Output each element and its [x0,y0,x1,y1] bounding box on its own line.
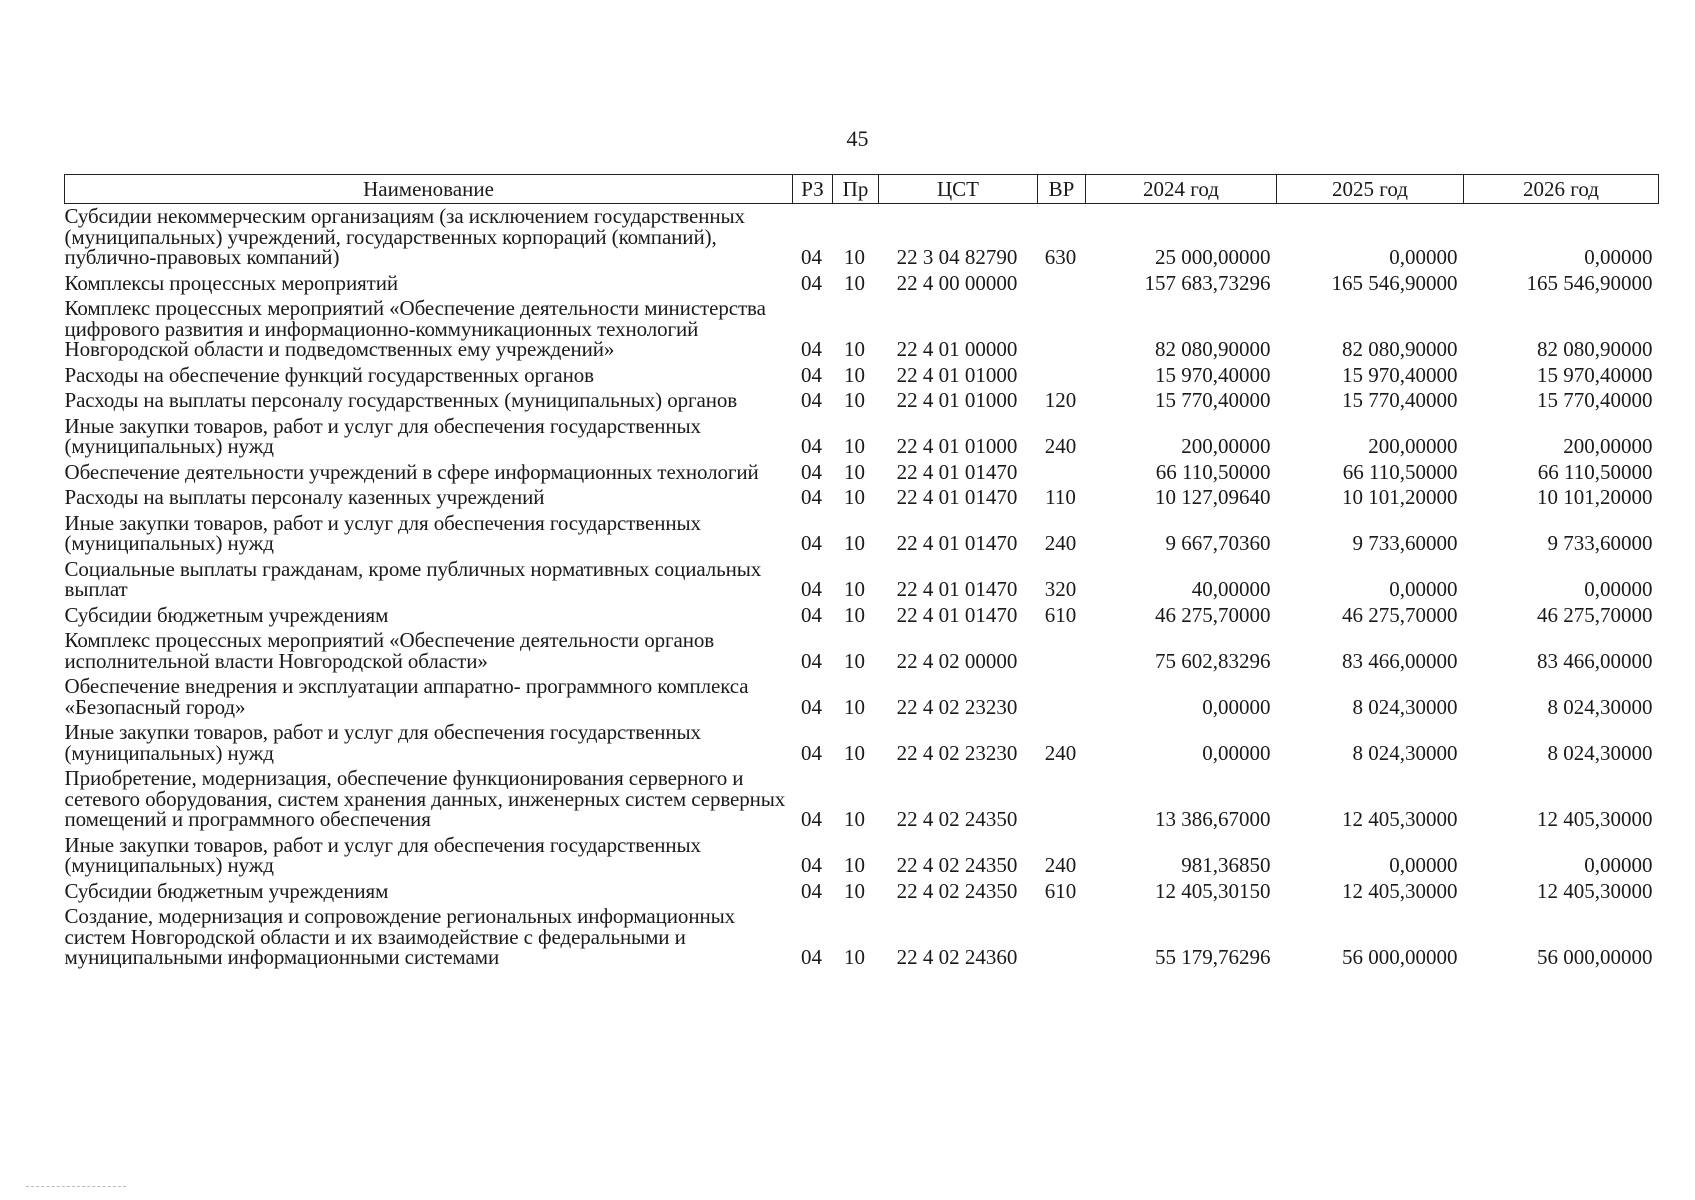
row-name: Расходы на обеспечение функций государственных органов [64,362,594,387]
row-vr: 110 [1045,485,1076,509]
row-2024: 10 127,09640 [1155,485,1271,509]
table-row [65,363,1659,389]
row-2025: 200,00000 [1368,434,1458,458]
row-vr [1038,628,1086,674]
row-vr [1038,271,1086,297]
row-2025: 0,00000 [1389,853,1458,877]
row-2024: 157 683,73296 [1144,270,1271,295]
row-pr: 10 [844,531,865,555]
row-2026: 10 101,20000 [1537,485,1653,509]
row-name: Субсидии бюджетным учреждениям [64,602,389,627]
row-pr: 10 [844,434,865,458]
row-cst: 22 4 02 24350 [896,807,1018,831]
row-name: Приобретение, модернизация, обеспечение функционирования серверного и сетевого оборудования, систем хранения данных, инженерных систем серверных помещений и программного обеспечения [64,766,786,831]
row-2024: 9 667,70360 [1165,531,1271,555]
row-2024: 15 970,40000 [1155,362,1271,387]
row-rz: 04 [801,485,822,509]
table-row [65,296,1659,363]
table-row [65,628,1659,674]
row-vr: 630 [1044,245,1077,269]
scan-edge-mark [26,1186,126,1188]
row-2025: 12 405,30000 [1342,878,1458,903]
row-rz: 04 [801,807,822,831]
row-rz: 04 [801,740,822,765]
table-row [65,271,1659,297]
row-vr [1038,460,1086,486]
row-2025: 12 405,30000 [1342,807,1458,831]
table-row [65,557,1659,603]
row-cst: 22 4 02 24350 [896,853,1018,877]
column-header-2026: 2026 год [1464,175,1659,204]
row-cst: 22 3 04 82790 [896,245,1018,269]
row-2026: 0,00000 [1584,853,1653,877]
column-header-2024: 2024 год [1086,175,1277,204]
table-row [65,414,1659,460]
page-number: 45 [846,126,869,151]
table-row [65,879,1659,905]
row-pr: 10 [844,577,865,601]
row-2025: 0,00000 [1389,245,1458,269]
table-row [65,603,1659,629]
row-2024: 0,00000 [1202,740,1271,765]
row-rz: 04 [801,878,822,903]
row-cst: 22 4 00 00000 [896,270,1018,295]
row-rz: 04 [801,434,822,458]
row-2024: 200,00000 [1181,434,1271,458]
row-rz: 04 [801,853,822,877]
row-2025: 165 546,90000 [1331,270,1458,295]
column-header-vr: ВР [1038,175,1086,204]
row-pr: 10 [844,807,865,831]
row-name: Иные закупки товаров, работ и услуг для обеспечения государственных (муниципальных) нужд [64,510,701,555]
row-2024: 46 275,70000 [1155,602,1271,627]
row-pr: 10 [844,388,865,412]
row-rz: 04 [801,245,822,269]
row-vr [1038,904,1086,971]
row-vr: 610 [1044,602,1077,627]
row-2024: 15 770,40000 [1155,388,1271,412]
row-cst: 22 4 01 01000 [896,388,1018,412]
row-name: Субсидии некоммерческим организациям (за исключением государственных (муниципальных) учреждений, государственных корпораций (компаний), публично-правовых компаний) [64,204,745,269]
row-2026: 82 080,90000 [1537,337,1653,361]
row-name: Обеспечение внедрения и эксплуатации аппаратно- программного комплекса «Безопасный город» [64,674,749,719]
row-2025: 46 275,70000 [1342,602,1458,627]
row-pr: 10 [844,853,865,877]
row-cst: 22 4 01 00000 [896,337,1018,361]
row-vr [1038,296,1086,363]
row-rz: 04 [801,602,822,627]
table-row [65,511,1659,557]
column-header-rz: РЗ [793,175,833,204]
row-2026: 15 970,40000 [1537,362,1653,387]
row-pr: 10 [844,602,865,627]
row-name: Комплексы процессных мероприятий [64,270,399,295]
row-cst: 22 4 01 01000 [896,434,1018,458]
row-vr: 240 [1044,853,1077,877]
budget-table [64,174,1659,971]
row-rz: 04 [801,945,822,969]
row-2026: 8 024,30000 [1547,740,1653,765]
row-vr: 240 [1044,434,1077,458]
row-2026: 12 405,30000 [1537,807,1653,831]
row-pr: 10 [844,648,865,673]
row-cst: 22 4 02 00000 [896,648,1018,673]
row-rz: 04 [801,459,822,484]
row-name: Комплекс процессных мероприятий «Обеспечение деятельности министерства цифрового развития и информационно-коммуникационных технологий Новгородской области и подведомственных ему учреждений» [64,296,766,361]
row-name: Социальные выплаты гражданам, кроме публичных нормативных социальных выплат [64,556,762,601]
column-header-2025: 2025 год [1277,175,1464,204]
row-rz: 04 [801,694,822,719]
row-pr: 10 [844,694,865,719]
row-name: Иные закупки товаров, работ и услуг для обеспечения государственных (муниципальных) нужд [64,832,701,877]
row-rz: 04 [801,531,822,555]
row-name: Обеспечение деятельности учреждений в сфере информационных технологий [64,459,759,484]
row-2024: 981,36850 [1181,853,1271,877]
row-2025: 10 101,20000 [1342,485,1458,509]
row-name: Иные закупки товаров, работ и услуг для обеспечения государственных (муниципальных) нужд [64,720,701,765]
row-2026: 46 275,70000 [1537,602,1653,627]
table-row [65,720,1659,766]
row-cst: 22 4 01 01000 [896,362,1018,387]
row-2025: 0,00000 [1389,577,1458,601]
row-2025: 15 770,40000 [1342,388,1458,412]
row-rz: 04 [801,648,822,673]
row-2024: 40,00000 [1191,577,1271,601]
row-rz: 04 [801,362,822,387]
row-2025: 82 080,90000 [1342,337,1458,361]
row-2024: 13 386,67000 [1155,807,1271,831]
row-name: Комплекс процессных мероприятий «Обеспечение деятельности органов исполнительной власти Новгородской области» [64,628,715,673]
row-name: Иные закупки товаров, работ и услуг для обеспечения государственных (муниципальных) нужд [64,413,701,458]
row-2026: 0,00000 [1584,577,1653,601]
row-pr: 10 [844,878,865,903]
table-header-row [65,175,1659,204]
table-row [65,833,1659,879]
row-2025: 8 024,30000 [1352,694,1458,719]
row-cst: 22 4 01 01470 [896,531,1018,555]
row-2026: 12 405,30000 [1537,878,1653,903]
row-2026: 200,00000 [1563,434,1653,458]
row-vr: 320 [1044,577,1077,601]
row-vr: 610 [1044,878,1077,903]
table-row [65,388,1659,414]
row-vr [1038,674,1086,720]
row-pr: 10 [844,740,865,765]
row-2025: 8 024,30000 [1352,740,1458,765]
row-2025: 66 110,50000 [1342,459,1458,484]
row-rz: 04 [801,337,822,361]
row-2026: 83 466,00000 [1537,648,1653,673]
row-pr: 10 [844,337,865,361]
row-2024: 25 000,00000 [1155,245,1271,269]
row-cst: 22 4 02 23230 [896,694,1018,719]
row-cst: 22 4 01 01470 [896,485,1018,509]
table-row [65,460,1659,486]
row-rz: 04 [801,270,822,295]
table-row [65,485,1659,511]
row-2026: 9 733,60000 [1547,531,1653,555]
table-row [65,766,1659,833]
table-body [65,204,1659,971]
row-2025: 83 466,00000 [1342,648,1458,673]
row-pr: 10 [844,245,865,269]
table-row [65,204,1659,271]
row-2024: 55 179,76296 [1155,945,1271,969]
column-header-pr: Пр [833,175,879,204]
row-2025: 56 000,00000 [1342,945,1458,969]
row-2024: 82 080,90000 [1155,337,1271,361]
row-pr: 10 [844,485,865,509]
row-vr [1038,363,1086,389]
row-2026: 8 024,30000 [1547,694,1653,719]
row-2026: 0,00000 [1584,245,1653,269]
row-pr: 10 [844,459,865,484]
row-2025: 15 970,40000 [1342,362,1458,387]
row-2026: 15 770,40000 [1537,388,1653,412]
row-2024: 66 110,50000 [1155,459,1271,484]
row-pr: 10 [844,945,865,969]
row-2024: 0,00000 [1202,694,1271,719]
row-name: Субсидии бюджетным учреждениям [64,878,389,903]
row-cst: 22 4 02 24350 [896,878,1018,903]
row-vr: 120 [1044,388,1077,412]
row-pr: 10 [844,362,865,387]
row-2026: 56 000,00000 [1537,945,1653,969]
row-cst: 22 4 01 01470 [896,459,1018,484]
row-2024: 75 602,83296 [1155,648,1271,673]
row-cst: 22 4 01 01470 [896,577,1018,601]
row-name: Расходы на выплаты персоналу казенных учреждений [64,485,545,509]
row-vr: 240 [1044,740,1077,765]
row-cst: 22 4 02 23230 [896,740,1018,765]
row-vr [1038,766,1086,833]
row-pr: 10 [844,270,865,295]
row-2025: 9 733,60000 [1352,531,1458,555]
table-row [65,904,1659,971]
column-header-name: Наименование [65,175,793,204]
table-row [65,674,1659,720]
row-vr: 240 [1044,531,1077,555]
column-header-cst: ЦСТ [879,175,1038,204]
row-name: Расходы на выплаты персоналу государственных (муниципальных) органов [64,388,738,412]
row-rz: 04 [801,577,822,601]
row-name: Создание, модернизация и сопровождение региональных информационных систем Новгородской области и их взаимодействие с федеральными и муниципальными информационными системами [64,904,736,969]
row-cst: 22 4 02 24360 [896,945,1018,969]
row-2026: 66 110,50000 [1537,459,1653,484]
row-2026: 165 546,90000 [1526,270,1653,295]
row-2024: 12 405,30150 [1155,878,1271,903]
row-rz: 04 [801,388,822,412]
row-cst: 22 4 01 01470 [896,602,1018,627]
